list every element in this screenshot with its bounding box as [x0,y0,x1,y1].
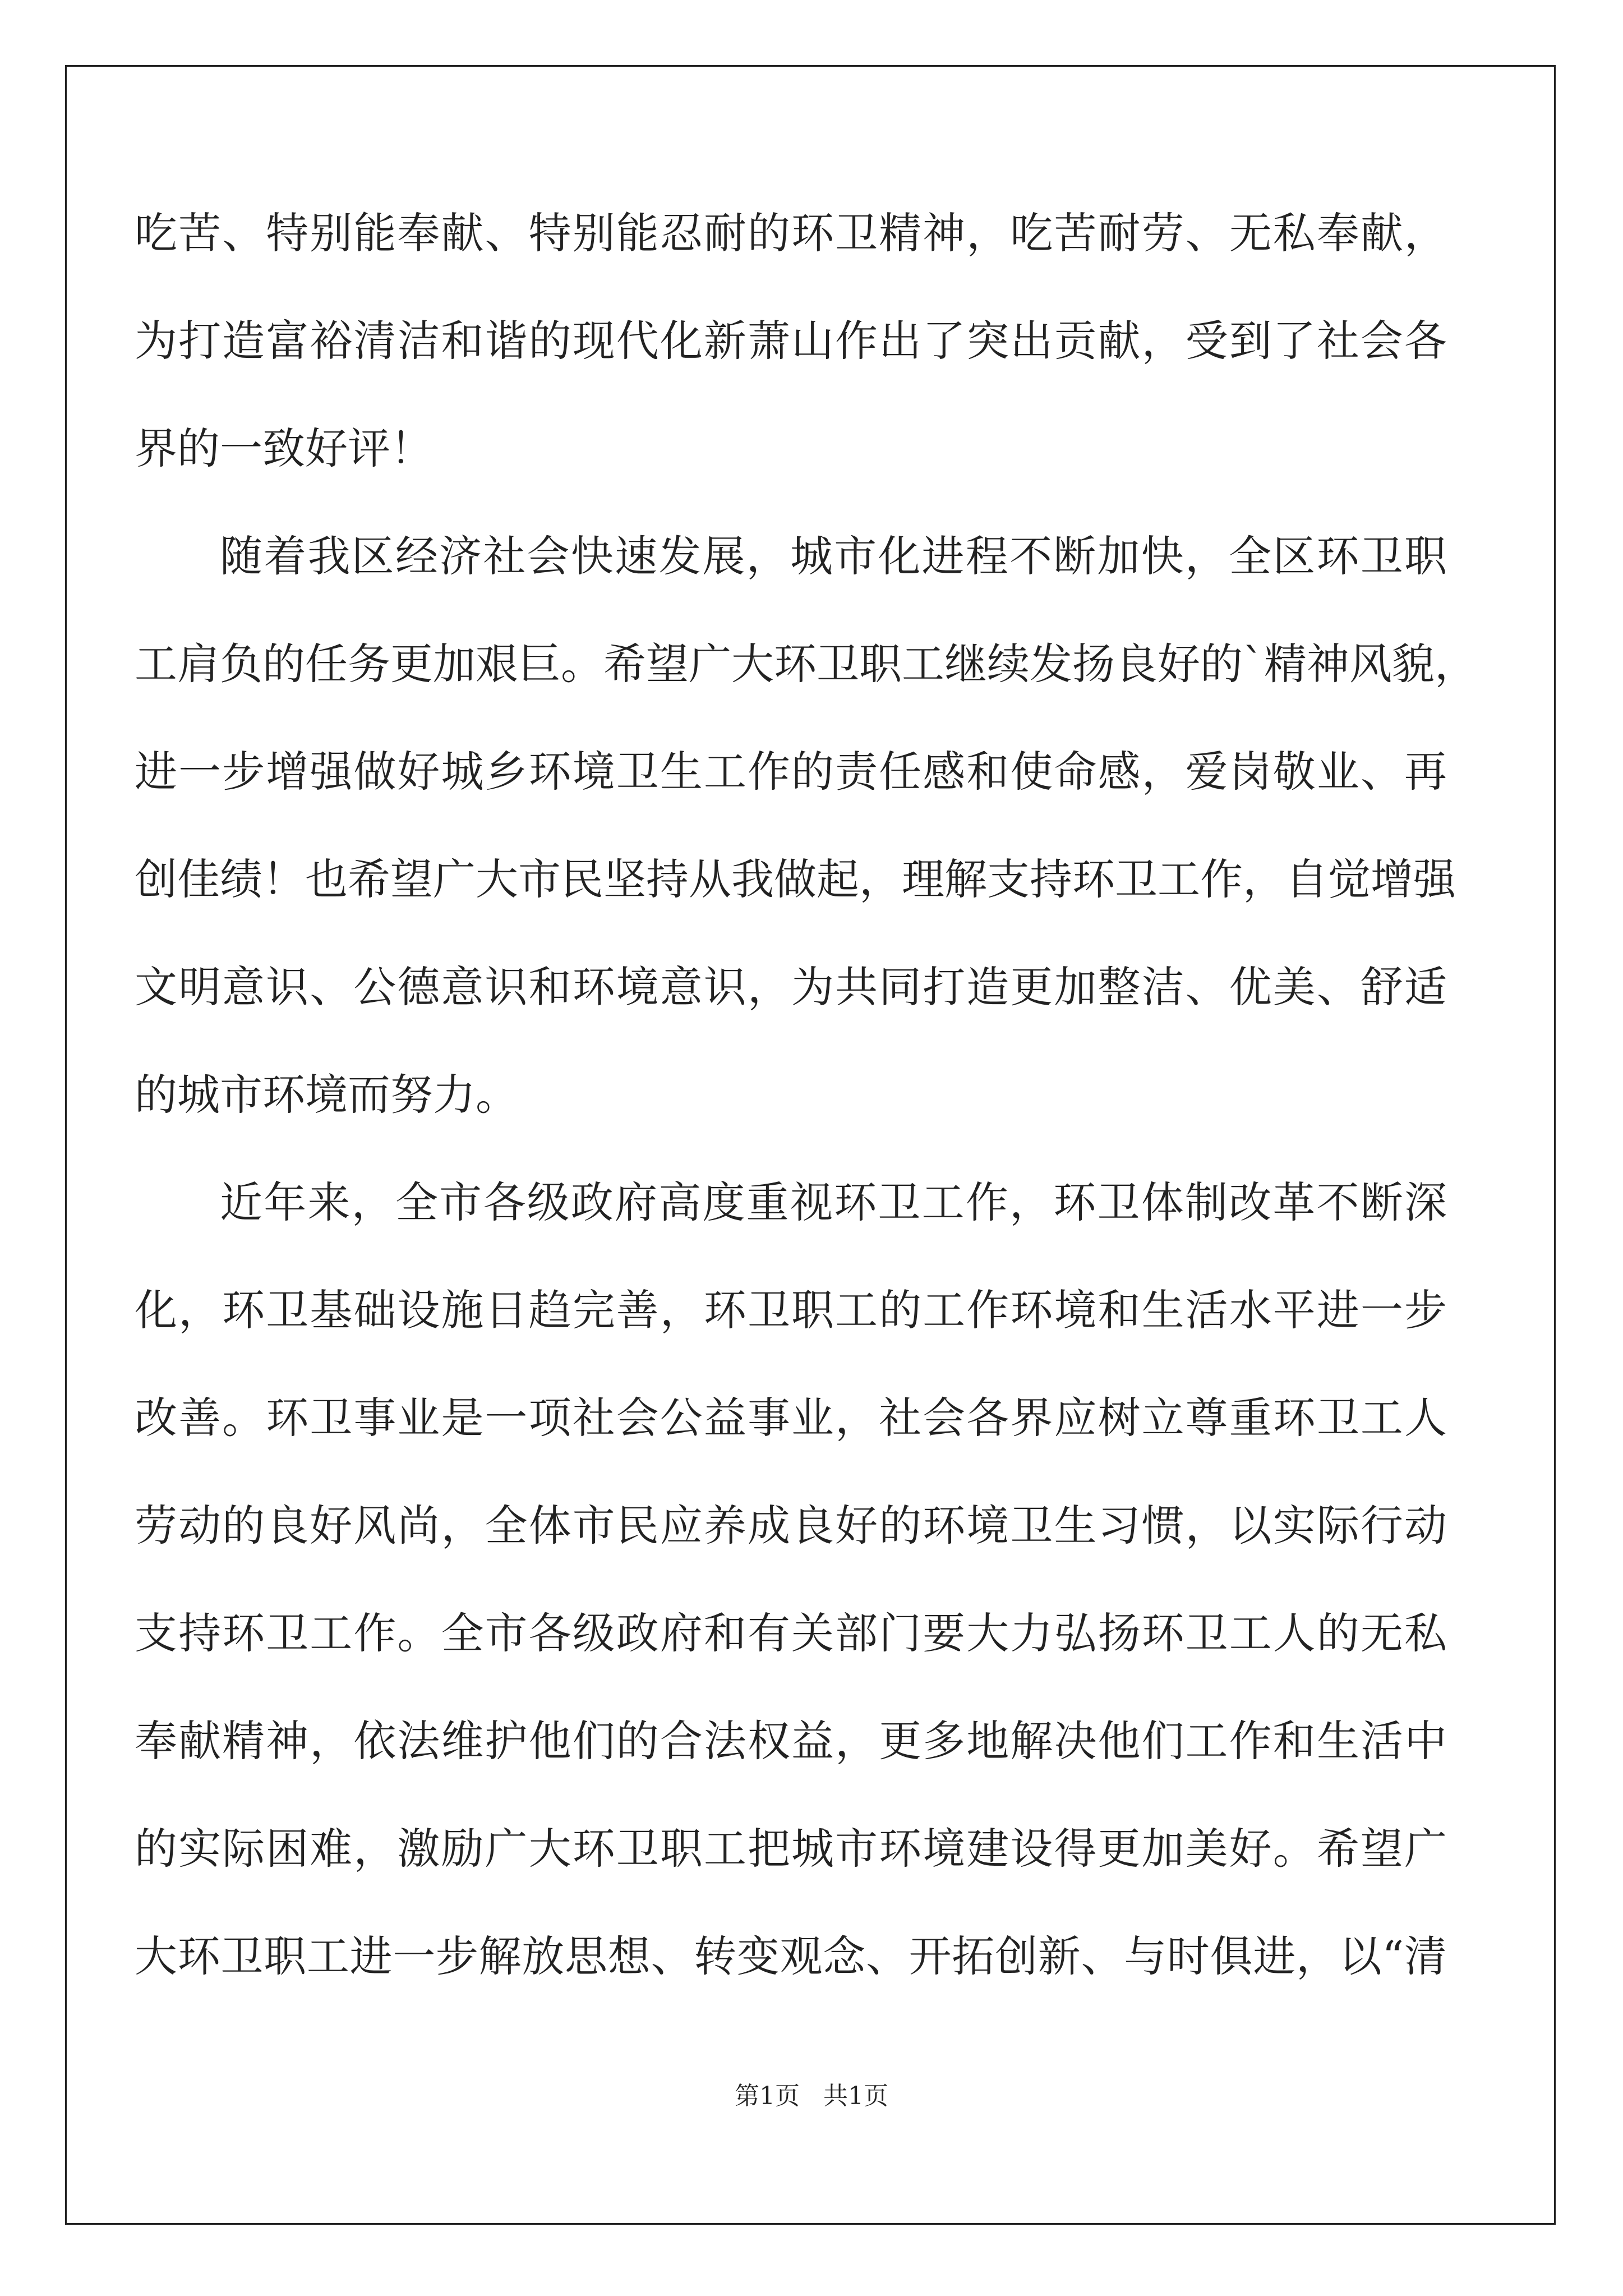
page-number-footer: 第1页 共1页 [735,2082,888,2110]
text-line: 的城市环境而努力。 [135,1070,518,1120]
text-line: 吃苦、特别能奉献、特别能忍耐的环卫精神，吃苦耐劳、无私奉献， [135,208,1447,258]
text-line: 文明意识、公德意识和环境意识，为共同打造更加整洁、优美、舒适 [135,962,1447,1012]
text-line: 奉献精神，依法维护他们的合法权益，更多地解决他们工作和生活中 [135,1716,1447,1766]
text-line: 创佳绩！也希望广大市民坚持从我做起，理解支持环卫工作，自觉增强 [135,854,1456,904]
text-line: 改善。环卫事业是一项社会公益事业，社会各界应树立尊重环卫工人 [135,1393,1447,1443]
paragraph-start-line: 随着我区经济社会快速发展，城市化进程不断加快，全区环卫职 [220,531,1447,581]
text-line: 进一步增强做好城乡环境卫生工作的责任感和使命感，爱岗敬业、再 [135,747,1447,797]
text-line: 工肩负的任务更加艰巨。希望广大环卫职工继续发扬良好的`精神风貌， [135,639,1477,689]
text-line: 支持环卫工作。全市各级政府和有关部门要大力弘扬环卫工人的无私 [135,1608,1447,1658]
document-body [135,180,1477,2010]
text-line: 为打造富裕清洁和谐的现代化新萧山作出了突出贡献，受到了社会各 [135,316,1447,366]
text-line: 劳动的良好风尚，全体市民应养成良好的环境卫生习惯，以实际行动 [135,1501,1447,1550]
text-line: 化，环卫基础设施日趋完善，环卫职工的工作环境和生活水平进一步 [135,1285,1447,1335]
text-line: 界的一致好评！ [135,424,433,473]
paragraph-start-line: 近年来，全市各级政府高度重视环卫工作，环卫体制改革不断深 [220,1177,1447,1227]
text-line: 大环卫职工进一步解放思想、转变观念、开拓创新、与时俱进，以“清 [135,1931,1447,1981]
text-line: 的实际困难，激励广大环卫职工把城市环境建设得更加美好。希望广 [135,1824,1447,1874]
